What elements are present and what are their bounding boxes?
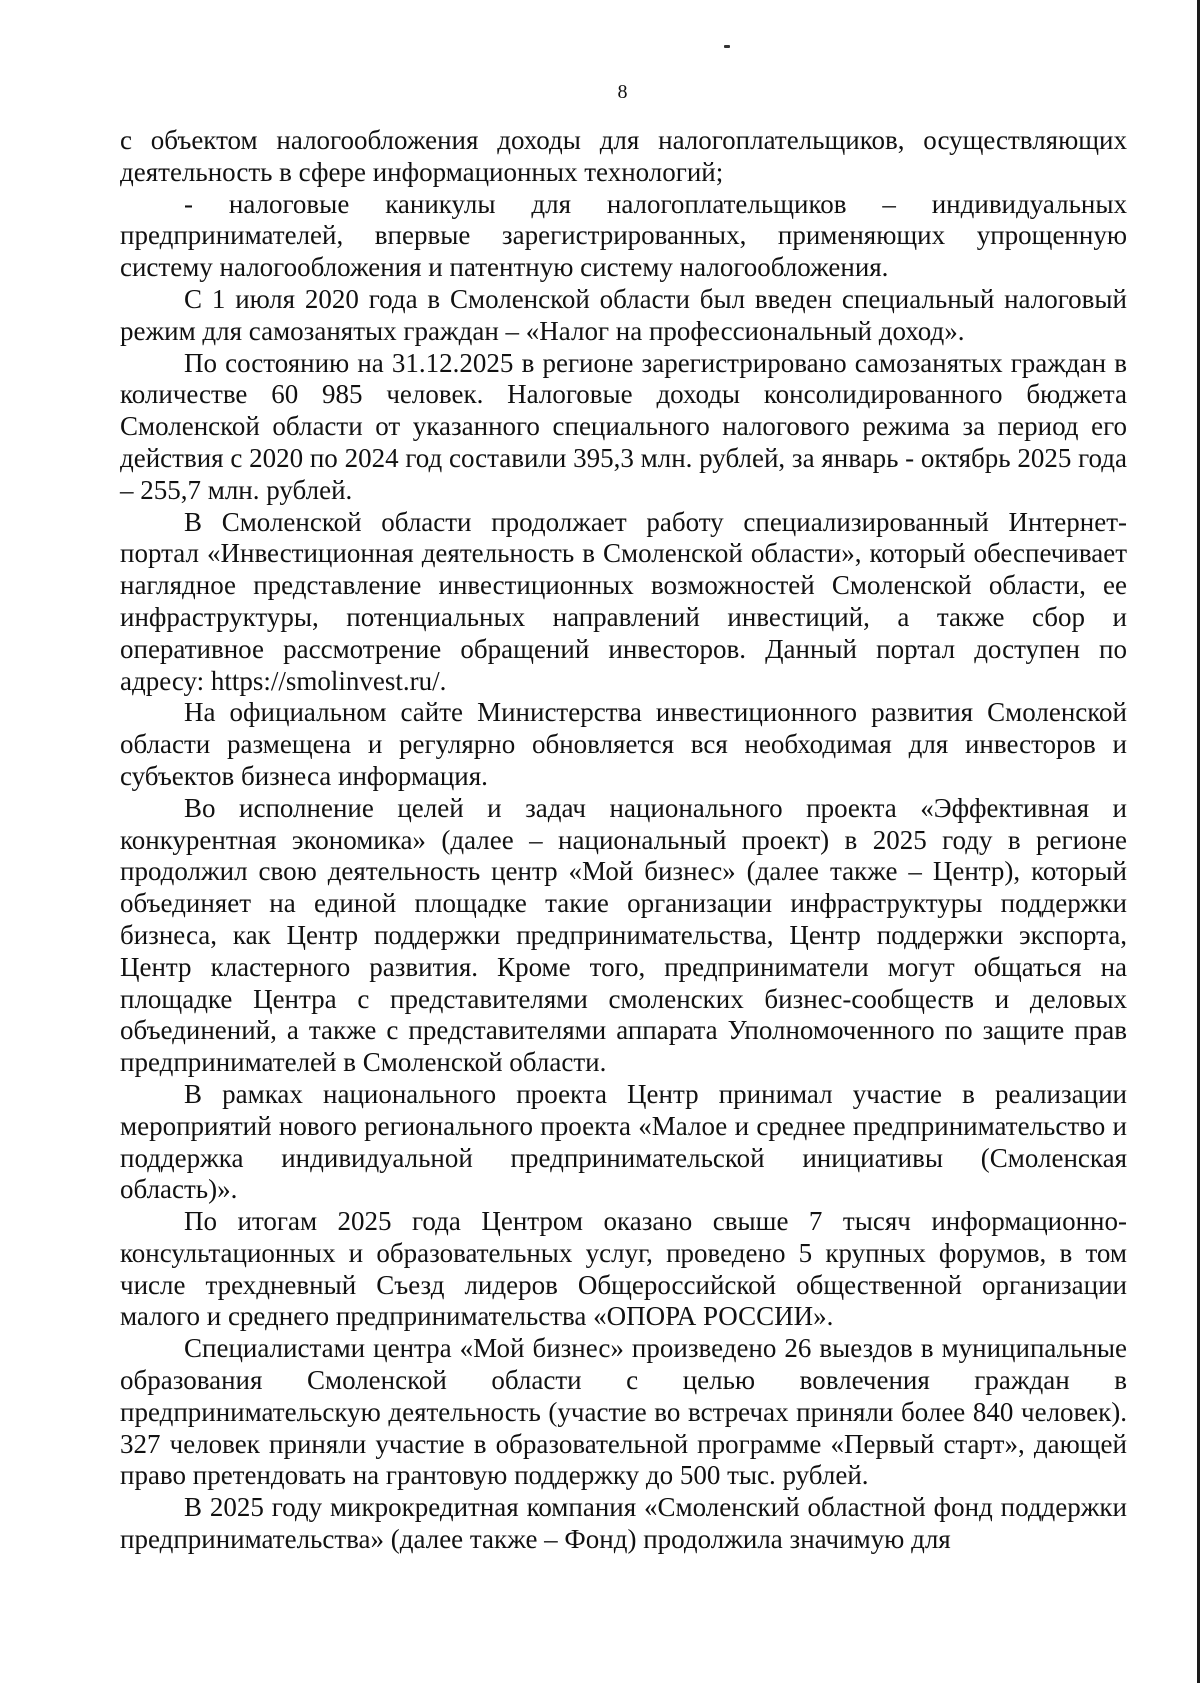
paragraph-investment-portal: В Смоленской области продолжает работу специализированный Интернет-портал «Инвестиционная деятельность в Смоленской области», который обеспечивает наглядное представление инвестиционных возможностей Смоленской области, ее инфраструктуры, потенциальных направлений инвестиций, а также сбор и оперативное рассмотрение обращений инвесторов. Данный портал доступен по адресу: https://smolinvest.ru/. [120, 506, 1127, 696]
paragraph-ministry-website: На официальном сайте Министерства инвестиционного развития Смоленской области размещена и регулярно обновляется вся необходимая для инвесторов и субъектов бизнеса информация. [120, 697, 1127, 791]
paragraph-center-results: По итогам 2025 года Центром оказано свыше 7 тысяч информационно-консультационных и образовательных услуг, проведено 5 крупных форумов, в том числе трехдневный Съезд лидеров Общероссийской общественной организации малого и среднего предпринимательства «ОПОРА РОССИИ». [120, 1206, 1127, 1332]
paragraph-self-employed-statistics: По состоянию на 31.12.2025 в регионе зарегистрировано самозанятых граждан в количестве 60 985 человек. Налоговые доходы консолидированного бюджета Смоленской области от указанного специального налогового режима за период его действия с 2020 по 2024 год составили 395,3 млн. рублей, за январь - октябрь 2025 года – 255,7 млн. рублей. [120, 347, 1127, 505]
document-body [120, 125, 1127, 1556]
paragraph-regional-project: В рамках национального проекта Центр принимал участие в реализации мероприятий нового регионального проекта «Малое и среднее предпринимательство и поддержка индивидуальной предпринимательской инициативы (Смоленская область)». [120, 1078, 1127, 1205]
paragraph-microcredit-fund: В 2025 году микрокредитная компания «Смоленский областной фонд поддержки предпринимательства» (далее также – Фонд) продолжила значимую для [120, 1492, 1127, 1555]
paragraph-field-visits: Специалистами центра «Мой бизнес» произведено 26 выездов в муниципальные образования Смоленской области с целью вовлечения граждан в предпринимательскую деятельность (участие во встречах приняли более 840 человек). 327 человек приняли участие в образовательной программе «Первый старт», дающей право претендовать на грантовую поддержку до 500 тыс. рублей. [120, 1333, 1127, 1491]
page-number: 8 [617, 81, 628, 103]
paragraph-it-tax-continuation: с объектом налогообложения доходы для налогоплательщиков, осуществляющих деятельность в сфере информационных технологий; [120, 125, 1127, 187]
paragraph-my-business-center: Во исполнение целей и задач национального проекта «Эффективная и конкурентная экономика» (далее – национальный проект) в 2025 году в регионе продолжил свою деятельность центр «Мой бизнес» (далее также – Центр), который объединяет на единой площадке такие организации инфраструктуры поддержки бизнеса, как Центр поддержки предпринимательства, Центр поддержки экспорта, Центр кластерного развития. Кроме того, предприниматели могут общаться на площадке Центра с представителями смоленских бизнес-сообществ и деловых объединений, а также с представителями аппарата Уполномоченного по защите прав предпринимателей в Смоленской области. [120, 792, 1127, 1078]
scan-speck [724, 45, 730, 48]
paragraph-self-employed-regime: С 1 июля 2020 года в Смоленской области был введен специальный налоговый режим для самозанятых граждан – «Налог на профессиональный доход». [120, 283, 1127, 346]
paragraph-tax-holidays: - налоговые каникулы для налогоплательщиков – индивидуальных предпринимателей, впервые зарегистрированных, применяющих упрощенную систему налогообложения и патентную систему налогообложения. [120, 188, 1127, 283]
